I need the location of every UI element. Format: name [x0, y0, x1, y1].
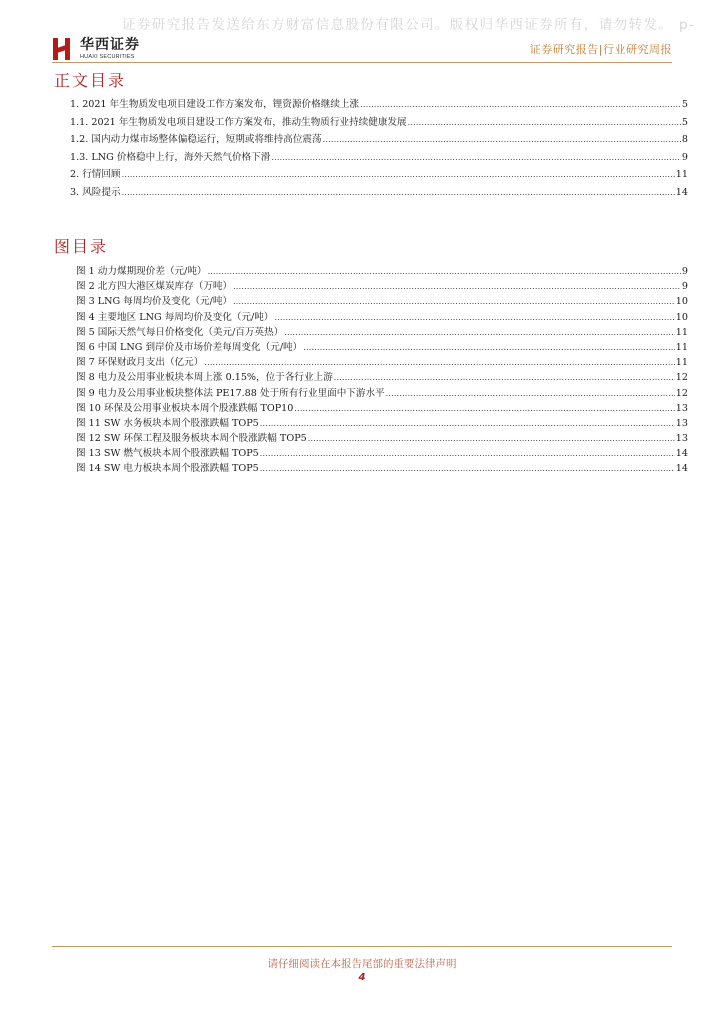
toc-entry[interactable]	[70, 184, 688, 202]
figure-entry[interactable]	[76, 385, 688, 400]
figure-entry-label: 图 8 电力及公用事业板块本周上涨 0.15%，位于各行业上游	[76, 372, 333, 384]
figure-entry-page: 9	[681, 281, 688, 293]
figure-entry-label: 图 10 环保及公用事业板块本周个股涨跌幅 TOP10	[76, 402, 294, 414]
figure-entry-page: 11	[675, 326, 688, 338]
toc-entry-page: 11	[675, 169, 688, 180]
toc-entry-label: 3. 风险提示	[70, 186, 121, 198]
dot-leader	[260, 449, 675, 458]
dot-leader	[294, 404, 674, 413]
figure-entry-page: 11	[675, 357, 688, 369]
dot-leader	[271, 153, 681, 162]
figure-entry-label: 图 1 动力煤期现价差（元/吨）	[76, 266, 207, 277]
logo-name-cn: 华西证券	[80, 36, 140, 53]
figure-entry-label: 图 2 北方四大港区煤炭库存（万吨）	[76, 281, 233, 293]
dot-leader	[386, 389, 675, 398]
figure-entry-label: 图 11 SW 水务板块本周个股涨跌幅 TOP5	[76, 417, 259, 429]
figure-entry-page: 14	[675, 463, 688, 475]
dot-leader	[122, 170, 675, 179]
figure-entry[interactable]	[76, 369, 688, 384]
figures-list	[76, 263, 688, 476]
figure-entry[interactable]	[76, 460, 688, 475]
dot-leader	[408, 118, 681, 127]
figure-entry-label: 图 12 SW 环保工程及服务板块本周个股涨跌幅 TOP5	[76, 433, 307, 445]
toc-entry[interactable]	[70, 114, 688, 132]
toc-title: 正文目录	[54, 71, 127, 90]
toc-entry-label: 1.1. 2021 年生物质发电项目建设工作方案发布，推动生物质行业持续健康发展	[70, 116, 407, 128]
figure-entry-page: 11	[675, 341, 688, 353]
figure-entry[interactable]	[76, 430, 688, 445]
toc-entry-page: 5	[681, 99, 688, 110]
toc-entry-label: 1.3. LNG 价格稳中上行，海外天然气价格下滑	[70, 151, 271, 163]
figure-entry-page: 10	[675, 311, 688, 323]
figure-entry-label: 图 14 SW 电力板块本周个股涨跌幅 TOP5	[76, 463, 259, 475]
dot-leader	[284, 328, 674, 337]
dot-leader	[334, 373, 675, 382]
logo-mark-icon	[52, 37, 74, 61]
toc-list	[70, 96, 688, 201]
report-type-label: 证券研究报告|行业研究周报	[529, 43, 672, 56]
figure-entry[interactable]	[76, 445, 688, 460]
figure-entry-page: 12	[675, 372, 688, 384]
figure-entry[interactable]	[76, 354, 688, 369]
figure-entry[interactable]	[76, 263, 688, 278]
toc-entry-page: 5	[681, 116, 688, 128]
toc-entry-label: 1. 2021 年生物质发电项目建设工作方案发布，锂资源价格继续上涨	[70, 99, 360, 110]
figure-entry[interactable]	[76, 309, 688, 324]
figure-entry[interactable]	[76, 400, 688, 415]
figure-entry-page: 13	[675, 433, 688, 445]
dot-leader	[204, 358, 674, 367]
figure-entry-label: 图 13 SW 燃气板块本周个股涨跌幅 TOP5	[76, 448, 259, 460]
toc-entry-label: 1.2. 国内动力煤市场整体偏稳运行，短期或将维持高位震荡	[70, 134, 322, 145]
dot-leader	[122, 188, 675, 197]
figure-entry-page: 12	[675, 387, 688, 399]
toc-entry-page: 9	[681, 151, 688, 163]
figure-entry-page: 13	[675, 417, 688, 429]
toc-entry[interactable]	[70, 166, 688, 184]
toc-entry[interactable]	[70, 96, 688, 114]
dot-leader	[308, 434, 675, 443]
watermark-text: 证券研究报告发送给东方财富信息股份有限公司。版权归华西证券所有，请勿转发。 p-	[122, 17, 696, 33]
figure-entry-page: 9	[681, 266, 688, 277]
figure-entry[interactable]	[76, 293, 688, 308]
dot-leader	[360, 100, 681, 109]
footer-divider	[52, 946, 672, 947]
dot-leader	[208, 267, 681, 276]
toc-entry-page: 14	[675, 186, 688, 198]
figure-entry-page: 14	[675, 448, 688, 460]
toc-entry[interactable]	[70, 131, 688, 149]
figure-entry-page: 10	[675, 296, 688, 308]
dot-leader	[274, 313, 674, 322]
figure-entry[interactable]	[76, 278, 688, 293]
dot-leader	[233, 297, 675, 306]
figure-entry-label: 图 5 国际天然气每日价格变化（美元/百万英热）	[76, 326, 284, 338]
figure-entry[interactable]	[76, 324, 688, 339]
figure-entry-page: 13	[675, 402, 688, 414]
huaxi-logo	[52, 36, 140, 62]
figure-entry[interactable]	[76, 339, 688, 354]
toc-entry-page: 8	[681, 134, 688, 145]
logo-name-en: HUAXI SECURITIES	[80, 53, 135, 60]
figure-entry-label: 图 3 LNG 每周均价及变化（元/吨）	[76, 296, 233, 308]
dot-leader	[303, 343, 675, 352]
figure-entry[interactable]	[76, 415, 688, 430]
figure-entry-label: 图 9 电力及公用事业板块整体法 PE17.88 处于所有行业里面中下游水平	[76, 387, 385, 399]
dot-leader	[260, 419, 675, 428]
legal-notice: 请仔细阅读在本报告尾部的重要法律声明	[267, 958, 457, 970]
figures-title: 图目录	[54, 237, 109, 256]
toc-entry-label: 2. 行情回顾	[70, 169, 121, 180]
dot-leader	[260, 464, 675, 473]
page-number: 4	[358, 972, 366, 983]
toc-entry[interactable]	[70, 149, 688, 167]
figure-entry-label: 图 7 环保财政月支出（亿元）	[76, 357, 204, 369]
dot-leader	[233, 282, 681, 291]
figure-entry-label: 图 4 主要地区 LNG 每周均价及变化（元/吨）	[76, 311, 274, 323]
figure-entry-label: 图 6 中国 LNG 到岸价及市场价差每周变化（元/吨）	[76, 341, 303, 353]
dot-leader	[323, 135, 681, 144]
header-divider	[52, 62, 672, 63]
